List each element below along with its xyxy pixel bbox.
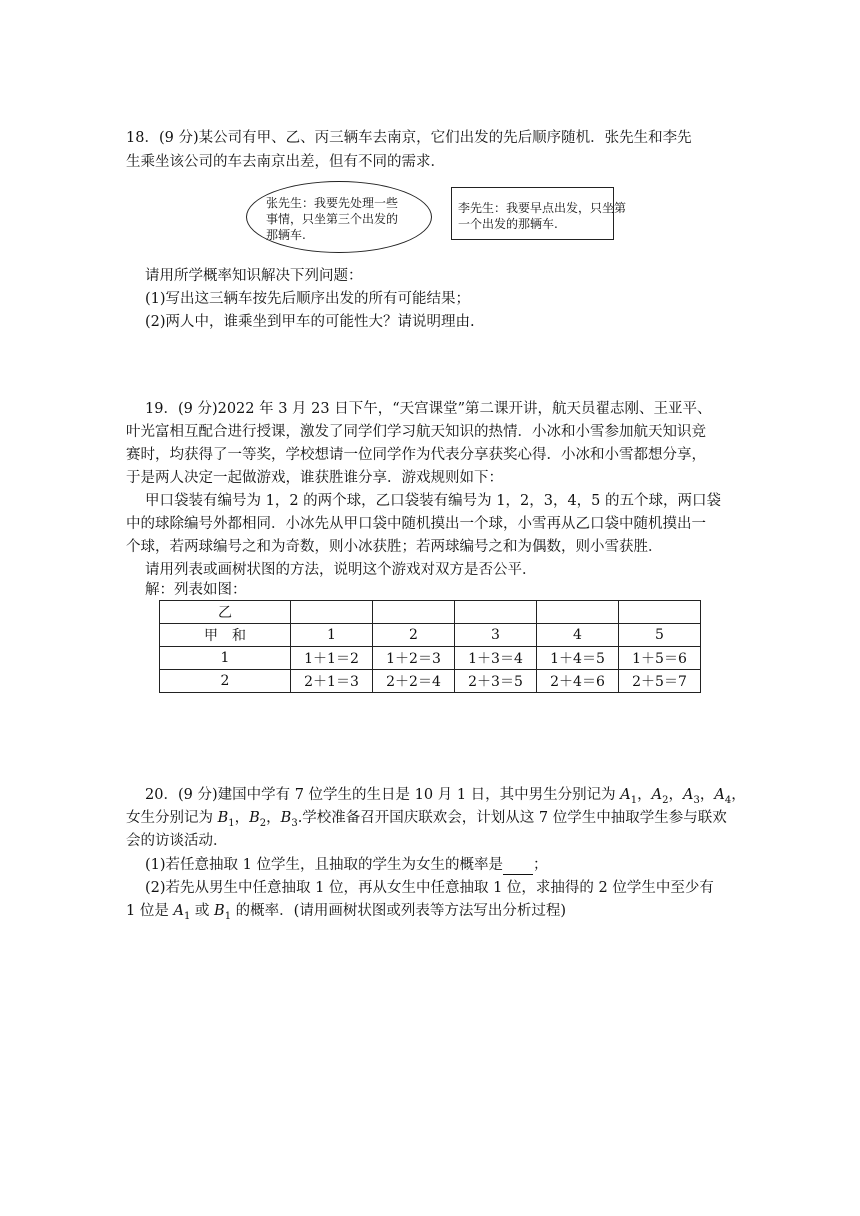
header-cell: 2	[373, 624, 455, 647]
q19-line-6: 中的球除编号外都相同．小冰先从甲口袋中随机摸出一个球，小雪再从乙口袋中随机摸出一	[126, 516, 706, 532]
table-row	[160, 624, 701, 647]
header-cell: 5	[619, 624, 701, 647]
zhang-line-1: 张先生：我要先处理一些	[266, 196, 399, 210]
table-cell	[537, 601, 619, 624]
table-cell: 2＋3＝5	[455, 670, 537, 693]
row-label-cell: 2	[160, 670, 291, 693]
row-label-cell: 1	[160, 647, 291, 670]
q20-part-1-text: (1)若任意抽取 1 位学生，且抽取的学生为女生的概率是	[145, 857, 503, 873]
q20-part-1-end: ；	[532, 857, 548, 873]
table-cell	[619, 601, 701, 624]
q20-last-text-c: 的概率．(请用画树状图或列表等方法写出分析过程)	[231, 903, 566, 919]
q19-line-5: 甲口袋装有编号为 1，2 的两个球，乙口袋装有编号为 1，2，3，4，5 的五个球，两口袋	[145, 493, 722, 509]
table-cell: 1＋3＝4	[455, 647, 537, 670]
table-cell: 1＋2＝3	[373, 647, 455, 670]
table-cell: 2＋4＝6	[537, 670, 619, 693]
q20-line-2-text-b: .学校准备召开国庆联欢会，计划从这 7 位学生中抽取学生参与联欢	[297, 810, 727, 826]
table-cell	[373, 601, 455, 624]
zhang-line-3: 那辆车.	[266, 228, 306, 242]
zhang-speech-text	[266, 195, 398, 243]
q19-line-7: 个球，若两球编号之和为奇数，则小冰获胜；若两球编号之和为偶数，则小雪获胜．	[126, 539, 663, 555]
corner-top-cell: 乙	[160, 601, 291, 624]
table-cell: 1＋5＝6	[619, 647, 701, 670]
q20-part-1	[145, 855, 547, 875]
table-cell: 1＋4＝5	[537, 647, 619, 670]
answer-blank[interactable]	[503, 860, 533, 875]
q18-part-1: (1)写出这三辆车按先后顺序出发的所有可能结果；	[145, 291, 471, 307]
header-cell: 4	[537, 624, 619, 647]
table-row	[160, 647, 701, 670]
q18-line-2: 生乘坐该公司的车去南京出差，但有不同的需求．	[126, 154, 445, 170]
header-cell: 3	[455, 624, 537, 647]
table-cell: 2＋2＝4	[373, 670, 455, 693]
q20-last-text-a: 1 位是	[126, 903, 174, 919]
q20-line-1-text: 20．(9 分)建国中学有 7 位学生的生日是 10 月 1 日，其中男生分别记为	[145, 787, 621, 803]
q19-line-4: 于是两人决定一起做游戏，谁获胜谁分享．游戏规则如下：	[126, 470, 503, 486]
table-cell: 1＋1＝2	[291, 647, 373, 670]
zhang-line-2: 事情，只坐第三个出发的	[266, 212, 399, 226]
corner-bottom-cell: 甲 和	[160, 624, 291, 647]
q20-last-text-b: 或	[190, 903, 215, 919]
q18-prompt: 请用所学概率知识解决下列问题：	[145, 268, 363, 284]
q19-line-9: 解：列表如图：	[145, 582, 247, 598]
q19-line-2: 叶光富相互配合进行授课，激发了同学们学习航天知识的热情．小冰和小雪参加航天知识竞	[126, 424, 706, 440]
q20-line-3: 会的访谈活动．	[126, 833, 228, 849]
sum-table	[159, 600, 701, 693]
q20-line-2-text-a: 女生分别记为	[126, 810, 218, 826]
table-row	[160, 601, 701, 624]
q18-part-2: (2)两人中，谁乘坐到甲车的可能性大？请说明理由.	[145, 314, 475, 330]
table-cell	[455, 601, 537, 624]
q20-part-2: (2)若先从男生中任意抽取 1 位，再从女生中任意抽取 1 位，求抽得的 2 位学生中至少有	[145, 880, 714, 896]
li-speech-text	[458, 200, 626, 232]
q20-line-1: 20．(9 分)建国中学有 7 位学生的生日是 10 月 1 日，其中男生分别记为 $A_1$，$A_2$，$A_3$，$A_4$，	[145, 787, 746, 806]
table-cell: 2＋5＝7	[619, 670, 701, 693]
header-cell: 1	[291, 624, 373, 647]
q19-line-3: 赛时，均获得了一等奖，学校想请一位同学作为代表分享获奖心得．小冰和小雪都想分享，	[126, 447, 706, 463]
q20-line-2: 女生分别记为 $B_1$，$B_2$，$B_3$.学校准备召开国庆联欢会，计划从这 7 位学生中抽取学生参与联欢	[126, 810, 727, 829]
table-row	[160, 670, 701, 693]
table-cell	[291, 601, 373, 624]
li-line-2: 一个出发的那辆车.	[458, 217, 558, 231]
q19-line-1: 19．(9 分)2022 年 3 月 23 日下午，“天宫课堂”第二课开讲，航天员翟志刚、王亚平、	[145, 401, 712, 417]
q20-line-last: 1 位是 $A_1$ 或 $B_1$ 的概率．(请用画树状图或列表等方法写出分析过程)	[126, 903, 566, 922]
table-cell: 2＋1＝3	[291, 670, 373, 693]
q19-line-8: 请用列表或画树状图的方法，说明这个游戏对双方是否公平．	[145, 562, 537, 578]
li-line-1: 李先生：我要早点出发，只坐第	[458, 201, 627, 215]
q18-line-1: 18．(9 分)某公司有甲、乙、丙三辆车去南京，它们出发的先后顺序随机．张先生和李先	[126, 130, 692, 146]
